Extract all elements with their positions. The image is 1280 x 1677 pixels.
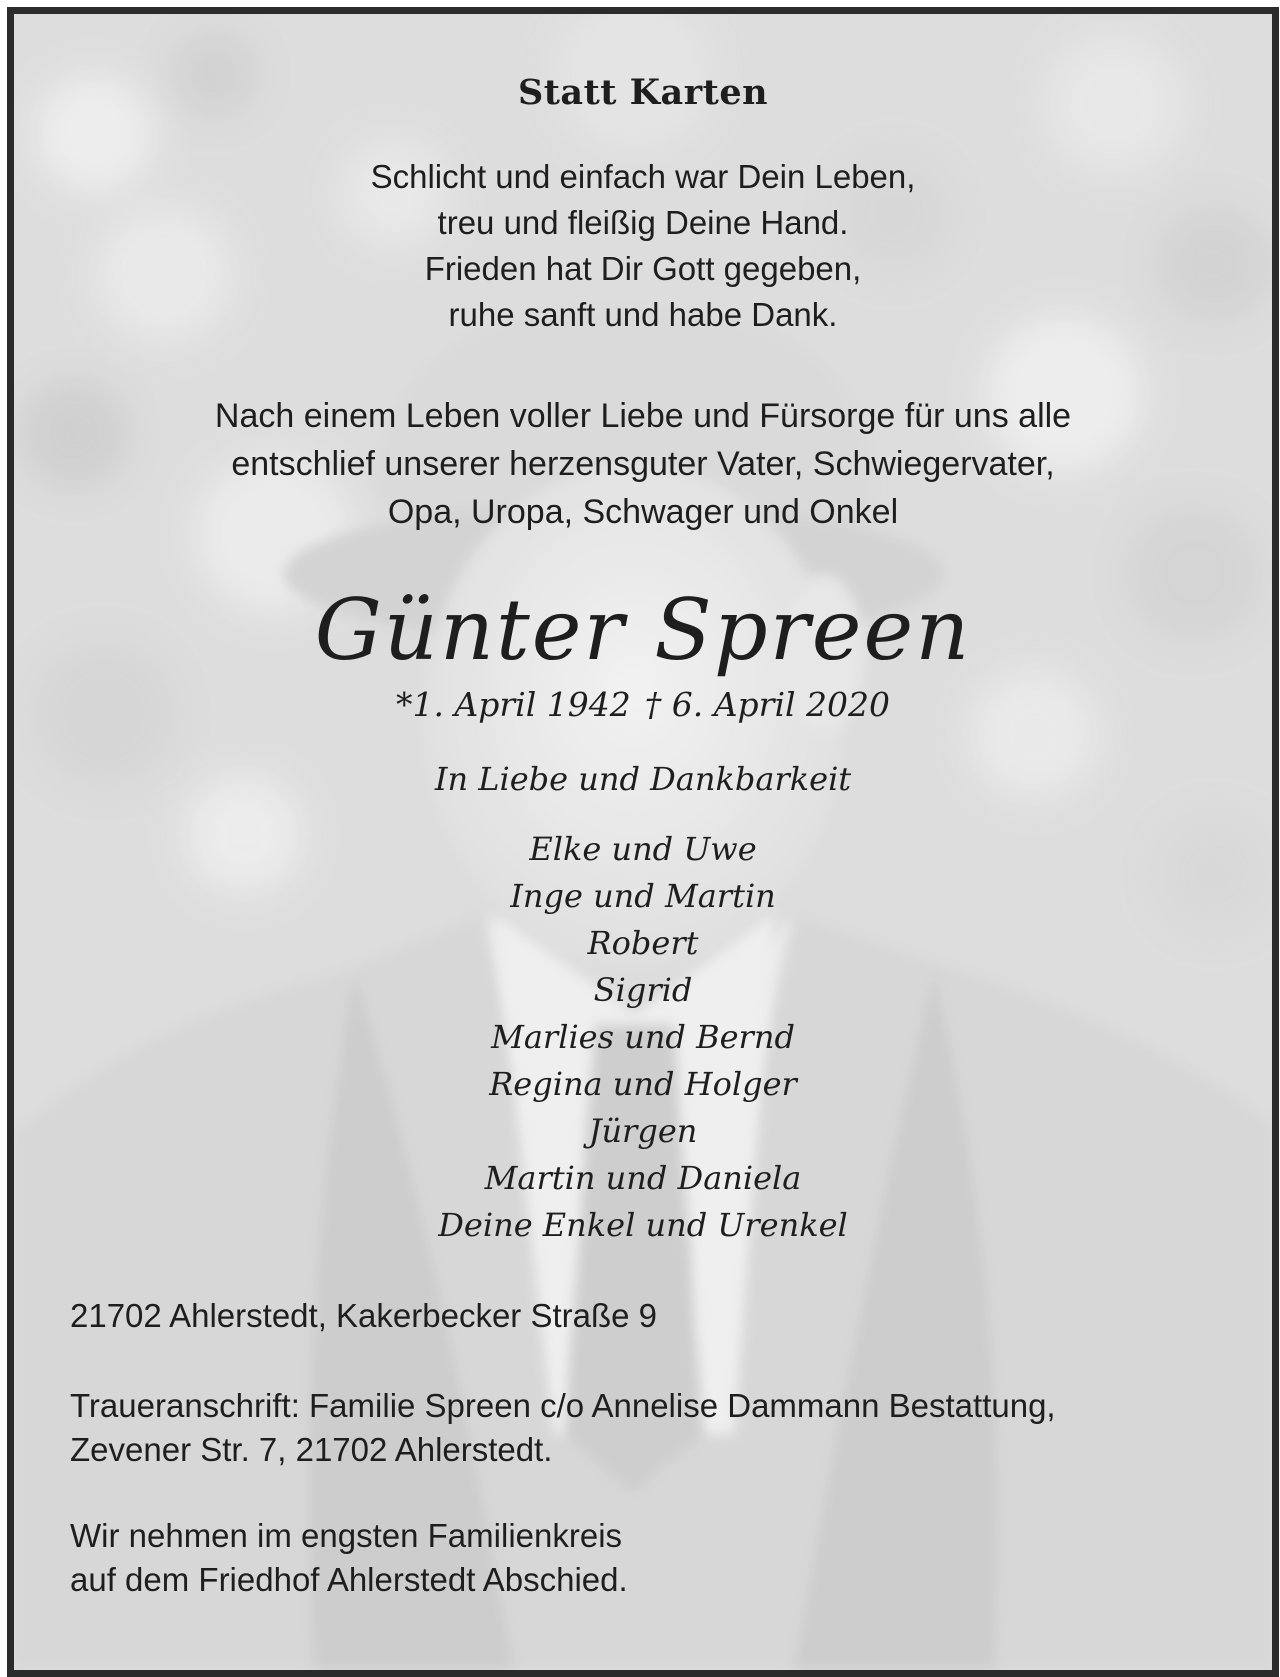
family-member: Robert bbox=[587, 924, 699, 962]
mourning-address-line: Traueranschrift: Familie Spreen c/o Annelise Dammann Bestattung, bbox=[70, 1387, 1056, 1424]
deceased-name: Günter Spreen bbox=[314, 581, 972, 679]
family-member: Martin und Daniela bbox=[484, 1159, 802, 1197]
notice-heading: Statt Karten bbox=[517, 72, 769, 113]
family-member: Jürgen bbox=[588, 1112, 698, 1150]
family-member: Regina und Holger bbox=[489, 1065, 797, 1103]
farewell-line: auf dem Friedhof Ahlerstedt Abschied. bbox=[70, 1561, 628, 1598]
poem-line: Schlicht und einfach war Dein Leben, bbox=[370, 158, 916, 195]
death-date: † 6. April 2020 bbox=[644, 685, 891, 724]
poem-line: treu und fleißig Deine Hand. bbox=[437, 204, 849, 241]
birth-date: *1. April 1942 bbox=[395, 685, 631, 724]
intro-line: Nach einem Leben voller Liebe und Fürsorge für uns alle bbox=[214, 397, 1072, 435]
life-dates bbox=[14, 684, 1272, 726]
intro-text bbox=[14, 392, 1272, 536]
obituary-notice bbox=[7, 7, 1279, 1677]
farewell-note bbox=[70, 1514, 1230, 1602]
intro-line: entschlief unserer herzensguter Vater, Schwiegervater, bbox=[231, 445, 1055, 483]
notice-text bbox=[14, 14, 1272, 1670]
mourning-address-line: Zevener Str. 7, 21702 Ahlerstedt. bbox=[70, 1431, 553, 1468]
intro-line: Opa, Uropa, Schwager und Onkel bbox=[387, 493, 899, 531]
poem-line: ruhe sanft und habe Dank. bbox=[448, 296, 838, 333]
family-member: Inge und Martin bbox=[510, 877, 776, 915]
mourning-address bbox=[70, 1384, 1230, 1472]
farewell-line: Wir nehmen im engsten Familienkreis bbox=[70, 1517, 623, 1554]
family-member: Sigrid bbox=[593, 971, 693, 1009]
family-member: Deine Enkel und Urenkel bbox=[438, 1206, 848, 1244]
home-address: 21702 Ahlerstedt, Kakerbecker Straße 9 bbox=[70, 1297, 658, 1334]
family-list bbox=[14, 826, 1272, 1249]
family-member: Marlies und Bernd bbox=[491, 1018, 795, 1056]
tagline: In Liebe und Dankbarkeit bbox=[434, 760, 852, 798]
poem-line: Frieden hat Dir Gott gegeben, bbox=[424, 250, 862, 287]
family-member: Elke und Uwe bbox=[529, 830, 757, 868]
poem bbox=[14, 154, 1272, 338]
